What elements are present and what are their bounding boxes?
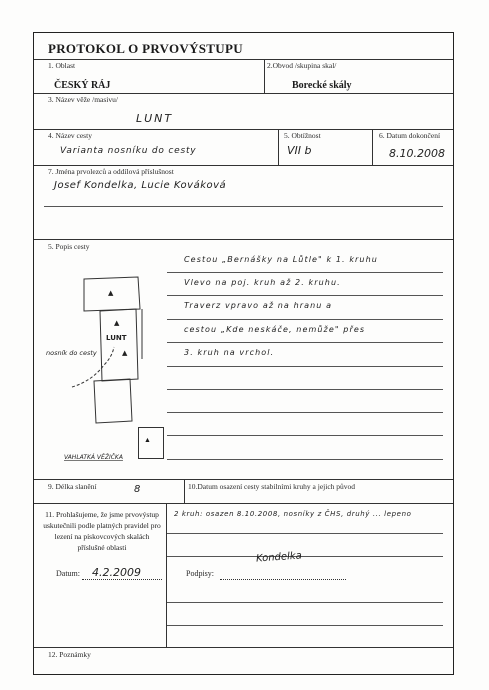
value-jmena: Josef Kondelka, Lucie Kováková: [54, 180, 227, 191]
value-oblast: ČESKÝ RÁJ: [54, 80, 111, 91]
divider: [34, 479, 453, 480]
lower-block-outline: [94, 379, 132, 423]
ruled-line: [167, 342, 443, 343]
label-popis: 5. Popis cesty: [48, 242, 90, 251]
label-jmena: 7. Jména prvolezců a oddílová příslušnost: [48, 167, 174, 176]
divider: [34, 165, 453, 166]
declaration-text: 11. Prohlašujeme, že jsme prvovýstup uskutečnili podle platných pravidel pro lezení na pískovcových skalách příslušné oblasti: [43, 510, 161, 552]
first-ascent-form: [33, 32, 454, 675]
signature: Kondelka: [255, 550, 303, 565]
description-line: cestou „Kde neskáče, nemůže" přes: [184, 325, 366, 334]
ruled-line: [167, 556, 443, 557]
ruled-line: [167, 602, 443, 603]
summit-triangle-icon: ▲: [122, 349, 128, 357]
divider: [34, 503, 453, 504]
neighbor-tower-outline: [138, 427, 164, 459]
ruled-line: [167, 435, 443, 436]
sketch-route-label: nosník do cesty: [46, 349, 97, 357]
ruled-line: [167, 412, 443, 413]
ruled-line: [167, 459, 443, 460]
form-title: PROTOKOL O PRVOVÝSTUPU: [48, 41, 243, 56]
label-nazev-veze: 3. Název věže /masivu/: [48, 95, 118, 104]
summit-triangle-icon: ▲: [108, 289, 114, 297]
ruled-line: [167, 366, 443, 367]
value-nazev-veze: LUNT: [136, 112, 174, 125]
date-dotted-line: [82, 579, 162, 580]
divider: [278, 129, 279, 165]
label-nazev-cesty: 4. Název cesty: [48, 131, 92, 140]
value-datum: 4.2.2009: [92, 566, 141, 579]
value-obvod: Borecké skály: [292, 80, 352, 91]
summit-triangle-icon: ▲: [114, 319, 120, 327]
ruled-line: [167, 389, 443, 390]
divider: [184, 479, 185, 503]
divider: [34, 129, 453, 130]
ruled-line: [167, 625, 443, 626]
label-delka-slaneni: 9. Délka slanění: [48, 482, 97, 491]
divider: [264, 59, 265, 93]
ruled-line: [167, 272, 443, 273]
description-line: 3. kruh na vrchol.: [184, 348, 275, 357]
description-line: Vlevo na poj. kruh až 2. kruhu.: [184, 278, 341, 287]
value-datum-osazeni: 2 kruh: osazen 8.10.2008, nosníky z ČHS, druhý ... lepeno: [174, 510, 412, 518]
sketch-neighbor-label: VAHLATKÁ VĚŽIČKA: [64, 454, 123, 461]
value-nazev-cesty: Varianta nosníku do cesty: [60, 146, 197, 156]
ruled-line: [167, 533, 443, 534]
label-datum-dokonceni: 6. Datum dokončení: [379, 131, 441, 140]
label-podpisy: Podpisy:: [186, 569, 215, 578]
ruled-line: [167, 319, 443, 320]
description-line: Traverz vpravo až na hranu a: [184, 301, 333, 310]
signature-dotted-line: [220, 579, 346, 580]
divider: [34, 647, 453, 648]
divider: [34, 93, 453, 94]
sketch-tower-label: LUNT: [106, 334, 127, 342]
value-datum-dokonceni: 8.10.2008: [389, 147, 445, 160]
divider: [34, 239, 453, 240]
description-line: Cestou „Bernášky na Lůtle" k 1. kruhu: [184, 255, 378, 264]
ruled-line: [44, 206, 443, 207]
label-obvod: 2.Obvod /skupina skal/: [267, 61, 337, 70]
label-datum-osazeni: 10.Datum osazení cesty stabilními kruhy a jejich původ: [188, 482, 356, 491]
summit-triangle-icon: ▲: [144, 436, 151, 444]
value-delka-slaneni: 8: [134, 484, 141, 495]
label-oblast: 1. Oblast: [48, 61, 76, 70]
value-obtiznost: VII b: [287, 144, 312, 157]
divider: [34, 59, 453, 60]
divider: [372, 129, 373, 165]
ruled-line: [167, 295, 443, 296]
label-datum: Datum:: [56, 569, 80, 578]
label-obtiznost: 5. Obtížnost: [284, 131, 321, 140]
label-poznamky: 12. Poznámky: [48, 650, 91, 659]
